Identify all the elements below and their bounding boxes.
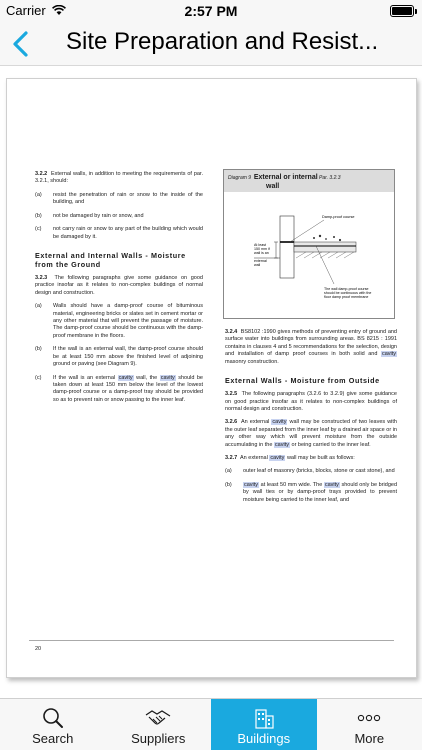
search-highlight: cavity — [324, 481, 339, 488]
list-text: cavity at least 50 mm wide. The cavity should only be bridged by wall ties or by damp-proof trays provided to prevent moisture being carried to the inner leaf, and — [243, 481, 397, 503]
tab-suppliers[interactable] — [106, 699, 212, 750]
search-highlight: cavity — [118, 374, 133, 381]
search-highlight: cavity — [272, 419, 287, 426]
paragraph-3-2-6: 3.2.6 An external cavity wall may be constructed of two leaves with the outer leaf separated from the inner leaf by a drained air space or in any other way which will prevent moisture from the outside accumulating in the cavity or being carried to the inner leaf. — [225, 419, 397, 448]
list-marker: (b) — [35, 346, 42, 353]
diagram-header — [224, 170, 394, 192]
tab-buildings[interactable] — [211, 699, 317, 750]
handshake-icon — [145, 707, 171, 729]
list-marker: (a) — [35, 303, 42, 310]
note-line-5: wall — [254, 263, 261, 267]
tab-search[interactable] — [0, 699, 106, 750]
clock: 2:57 PM — [184, 3, 238, 19]
list-marker: (b) — [225, 481, 232, 488]
search-highlight: cavity — [160, 374, 175, 381]
list-text: Walls should have a damp-proof course of bituminous material, engineering bricks or slates set in cement mortar or any other material that will prevent the passage of moisture. The damp-proof course should be continuous with the damp-proof membrane in the floors. — [53, 303, 203, 339]
paragraph-number: 3.2.6 — [225, 419, 238, 426]
note-line-4: external — [254, 259, 267, 263]
list-text: outer leaf of masonry (bricks, blocks, stone or cast stone), and — [243, 468, 395, 475]
right-column — [225, 329, 397, 510]
paragraph-number: 3.2.2 — [35, 171, 48, 177]
page-number: 20 — [35, 645, 42, 652]
note-line-2: 150 mm if — [254, 247, 270, 251]
building-icon — [251, 707, 277, 729]
list-item — [35, 226, 203, 241]
caption-line-2: should be continuous with the — [324, 291, 372, 295]
carrier-label: Carrier — [6, 3, 46, 18]
diagram-title: External or internal — [253, 174, 318, 181]
list-item — [35, 213, 203, 220]
more-dots-icon — [356, 707, 382, 729]
tab-label: Search — [32, 731, 74, 746]
tab-bar — [0, 698, 422, 750]
list-text: resist the penetration of rain or snow to the inside of the building, and — [53, 191, 203, 206]
section-heading: External and Internal Walls - Moisture from the Ground — [35, 250, 186, 269]
tab-label: More — [354, 731, 385, 746]
back-chevron-icon[interactable] — [8, 28, 34, 60]
tab-more[interactable] — [317, 699, 422, 750]
list-marker: (b) — [35, 212, 42, 219]
caption-line-1: The wall damp-proof course — [324, 287, 369, 291]
footer-divider — [29, 640, 394, 641]
list-marker: (c) — [35, 226, 42, 233]
list-item — [35, 375, 203, 405]
paragraph-text: The following paragraphs give some guidance on good practice insofar as it relates to non-complex buildings of normal design and construction. — [35, 274, 203, 296]
search-highlight: cavity — [274, 441, 289, 448]
wall-section-drawing — [254, 198, 394, 316]
page-title: Site Preparation and Resist... — [66, 28, 379, 55]
list-item — [225, 482, 397, 504]
list-marker: (c) — [35, 374, 42, 381]
note-line-3: wall is an — [254, 251, 269, 255]
paragraph-3-2-5 — [225, 391, 397, 413]
caption-line-3: floor damp proof membrane — [324, 295, 369, 299]
list-text: If the wall is an external wall, the damp-proof course should be at least 150 mm above the finished level of adjoining ground or paving (see Diagram 9). — [53, 346, 203, 368]
battery-icon — [390, 5, 414, 17]
status-bar — [0, 0, 422, 22]
paragraph-text: The following paragraphs (3.2.6 to 3.2.9) give some guidance on good practice insofar as it relates to non-complex buildings of normal design and construction. — [225, 391, 397, 412]
list-item — [35, 346, 203, 368]
list-marker: (a) — [35, 191, 42, 198]
left-column — [35, 171, 203, 410]
magnifier-icon — [40, 707, 66, 729]
tab-label: Suppliers — [131, 731, 186, 746]
paragraph-number: 3.2.4 — [225, 329, 238, 335]
list-text: not be damaged by rain or snow, and — [53, 212, 144, 219]
list-marker: (a) — [225, 468, 232, 475]
diagram-title-line2: wall — [266, 183, 280, 191]
note-line-1: At least — [254, 243, 266, 247]
dpc-label: Damp-proof course — [322, 215, 355, 219]
document-page — [6, 78, 417, 678]
document-viewer[interactable] — [0, 66, 422, 698]
paragraph-number: 3.2.3 — [35, 274, 48, 281]
diagram-9 — [223, 169, 395, 319]
list-text: not carry rain or snow to any part of the building which would be damaged by it. — [53, 226, 203, 240]
search-highlight: cavity — [270, 455, 285, 462]
paragraph-3-2-4: 3.2.4 BS8102 :1990 gives methods of preventing entry of ground and surface water into buildings from surrounding areas. BS 8215 : 1991 contains in clauses 4 and 5 recommendations for the selection, design and installation of damp proof courses in both solid and cavity masonry construction. — [225, 329, 397, 365]
list-item — [225, 468, 397, 475]
list-item — [35, 192, 203, 207]
search-highlight: cavity — [381, 351, 396, 358]
tab-label: Buildings — [237, 731, 291, 746]
search-highlight: cavity — [244, 481, 259, 488]
paragraph-3-2-7: 3.2.7 An external cavity wall may be built as follows: — [225, 455, 355, 462]
paragraph-number: 3.2.7 — [225, 455, 238, 462]
paragraph-3-2-2 — [35, 171, 203, 186]
paragraph-3-2-3 — [35, 275, 203, 297]
paragraph-text: External walls, in addition to meeting the requirements of par. 3.2.1, should: — [35, 171, 203, 185]
section-heading: External Walls - Moisture from Outside — [225, 376, 380, 386]
list-item — [35, 303, 203, 340]
list-text: If the wall is an external cavity wall, the cavity should be taken down at least 150 mm below the level of the lowest damp-proof course or a damp-proof tray should be provided so as to prevent rain or snow passing to the inner leaf. — [53, 374, 203, 403]
diagram-label: Diagram 9 — [228, 175, 252, 181]
navigation-bar — [0, 22, 422, 66]
diagram-ref: Par. 3.2.3 — [319, 175, 341, 181]
paragraph-number: 3.2.5 — [225, 391, 238, 398]
